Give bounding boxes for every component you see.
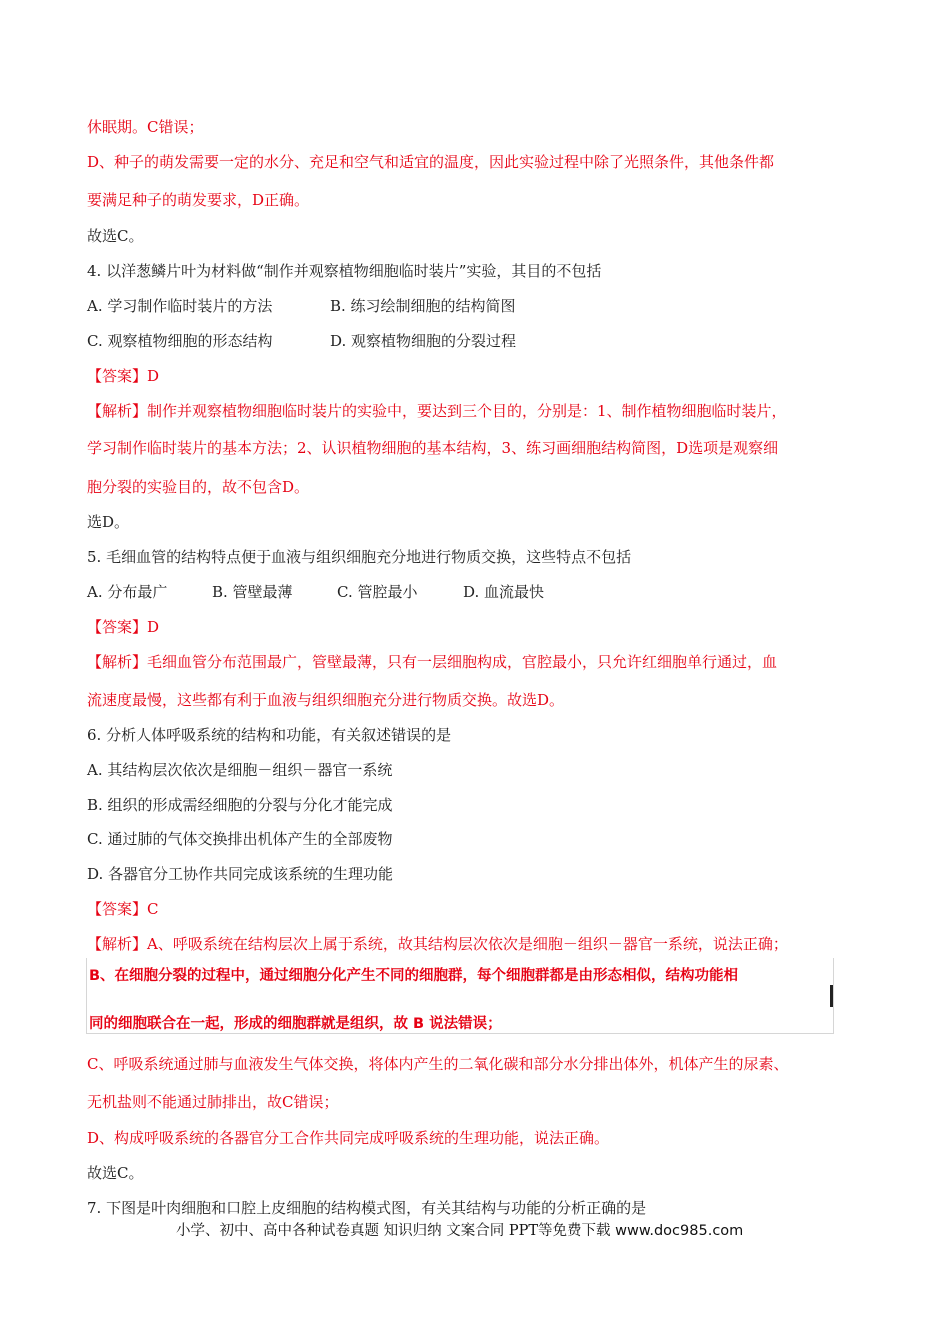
q6-option-a: A. 其结构层次依次是细胞－组织－器官一系统 bbox=[87, 761, 393, 779]
text-cursor bbox=[830, 985, 833, 1007]
q5-option-c: C. 管腔最小 bbox=[337, 583, 418, 601]
q6-option-b: B. 组织的形成需经细胞的分裂与分化才能完成 bbox=[87, 796, 393, 814]
question-6-stem: 6. 分析人体呼吸系统的结构和功能，有关叙述错误的是 bbox=[87, 726, 452, 744]
q5-option-d: D. 血流最快 bbox=[463, 583, 545, 601]
footer-url[interactable]: www.doc985.com bbox=[615, 1223, 744, 1239]
q4-option-a: A. 学习制作临时装片的方法 bbox=[87, 297, 273, 315]
q6-option-c: C. 通过肺的气体交换排出机体产生的全部废物 bbox=[87, 830, 393, 848]
question-7-stem: 7. 下图是叶肉细胞和口腔上皮细胞的结构模式图，有关其结构与功能的分析正确的是 bbox=[87, 1199, 647, 1217]
q6-explanation: D、构成呼吸系统的各器官分工合作共同完成呼吸系统的生理功能，说法正确。 bbox=[87, 1129, 610, 1147]
q5-explanation: 【解析】毛细血管分布范围最广，管壁最薄，只有一层细胞构成，官腔最小，只允许红细胞单行通过，血 bbox=[87, 653, 778, 671]
footer-text: 小学、初中、高中各种试卷真题 知识归纳 文案合同 PPT等免费下载 bbox=[176, 1223, 616, 1239]
question-4-stem: 4. 以洋葱鳞片叶为材料做“制作并观察植物细胞临时装片”实验，其目的不包括 bbox=[87, 262, 602, 280]
q5-option-a: A. 分布最广 bbox=[87, 583, 168, 601]
q5-answer: 【答案】D bbox=[87, 618, 160, 636]
text-line: D、种子的萌发需要一定的水分、充足和空气和适宜的温度，因此实验过程中除了光照条件，其他条件都 bbox=[87, 153, 775, 171]
conclusion: 故选C。 bbox=[87, 227, 144, 245]
question-5-stem: 5. 毛细血管的结构特点便于血液与组织细胞充分地进行物质交换，这些特点不包括 bbox=[87, 548, 632, 566]
q4-option-b: B. 练习绘制细胞的结构简图 bbox=[330, 297, 516, 315]
q4-conclusion: 选D。 bbox=[87, 513, 130, 531]
q6-conclusion: 故选C。 bbox=[87, 1164, 144, 1182]
q6-answer: 【答案】C bbox=[87, 900, 159, 918]
q4-explanation: 【解析】制作并观察植物细胞临时装片的实验中，要达到三个目的，分别是：1、制作植物细胞临时装片， bbox=[87, 402, 787, 420]
q4-answer: 【答案】D bbox=[87, 367, 160, 385]
q6-explanation-boxed: B、在细胞分裂的过程中，通过细胞分化产生不同的细胞群，每个细胞群都是由形态相似，结构功能相 bbox=[89, 968, 739, 984]
text-line: 要满足种子的萌发要求，D正确。 bbox=[87, 191, 310, 209]
q6-explanation: 无机盐则不能通过肺排出，故C错误； bbox=[87, 1093, 339, 1111]
text-line: 休眠期。C错误； bbox=[87, 118, 204, 136]
q5-option-b: B. 管壁最薄 bbox=[212, 583, 293, 601]
q4-explanation: 学习制作临时装片的基本方法；2、认识植物细胞的基本结构，3、练习画细胞结构简图，D选项是观察细 bbox=[87, 439, 779, 457]
q6-explanation-boxed: 同的细胞联合在一起，形成的细胞群就是组织，故 B 说法错误； bbox=[89, 1016, 502, 1032]
page-footer bbox=[176, 1219, 743, 1240]
q4-explanation: 胞分裂的实验目的，故不包含D。 bbox=[87, 478, 310, 496]
q5-explanation: 流速度最慢，这些都有利于血液与组织细胞充分进行物质交换。故选D。 bbox=[87, 691, 565, 709]
q4-option-c: C. 观察植物细胞的形态结构 bbox=[87, 332, 273, 350]
q6-explanation: 【解析】A、呼吸系统在结构层次上属于系统，故其结构层次依次是细胞－组织－器官一系统，说法正确； bbox=[87, 935, 788, 953]
q6-option-d: D. 各器官分工协作共同完成该系统的生理功能 bbox=[87, 865, 394, 883]
q4-option-d: D. 观察植物细胞的分裂过程 bbox=[330, 332, 517, 350]
q6-explanation: C、呼吸系统通过肺与血液发生气体交换，将体内产生的二氧化碳和部分水分排出体外，机体产生的尿素、 bbox=[87, 1055, 789, 1073]
